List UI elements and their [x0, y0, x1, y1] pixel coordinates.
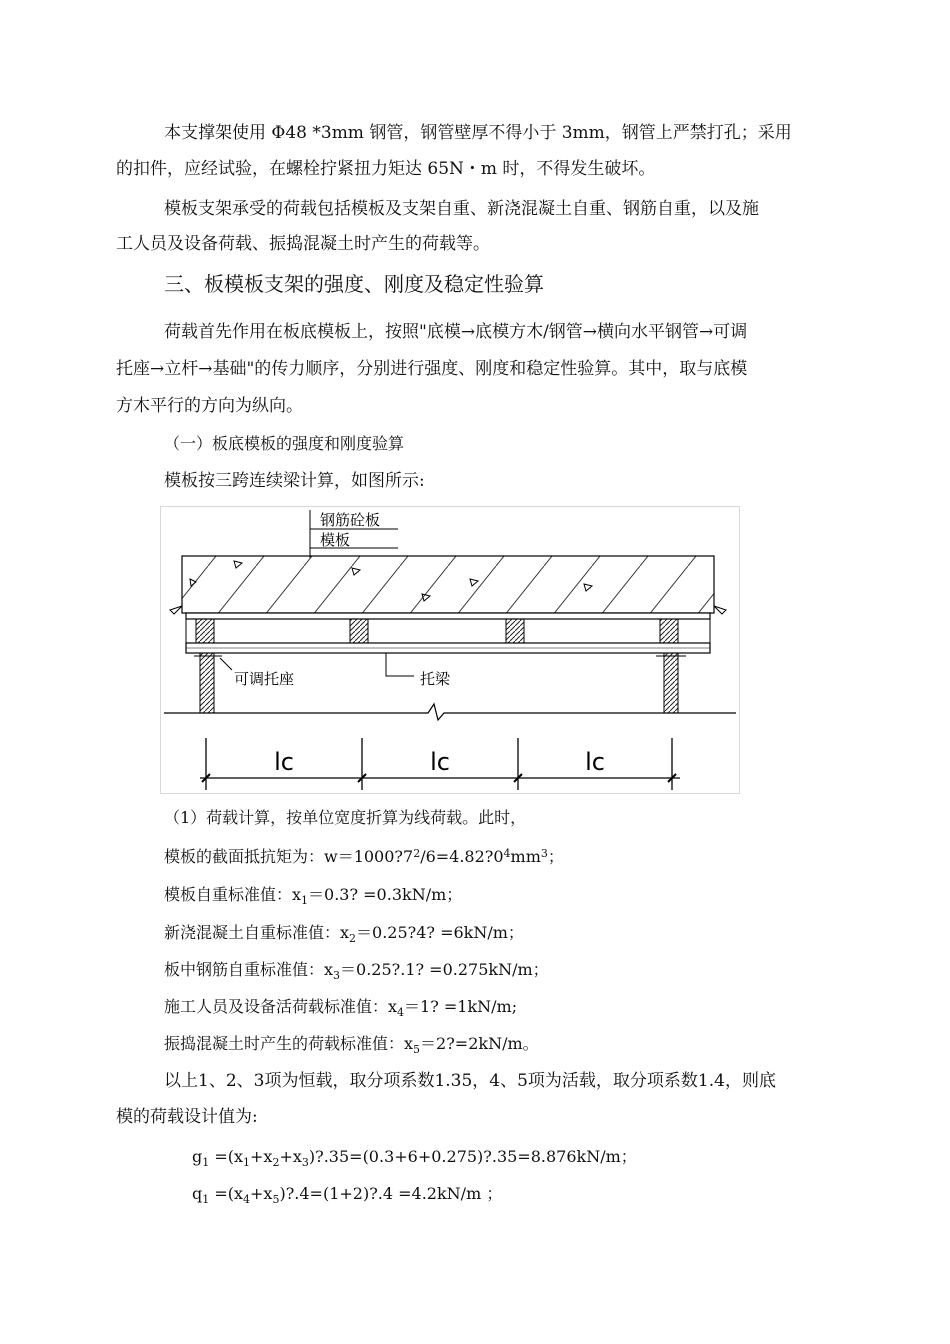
para3-line1: 荷载首先作用在板底模板上，按照"底模→底模方木/钢管→横向水平钢管→可调 — [164, 322, 748, 342]
continuous-beam-diagram — [160, 506, 740, 794]
span-label-2: lc — [430, 748, 450, 776]
load-x5: 振捣混凝土时产生的荷载标准值：$x_5=2?=2kN/m$。 — [164, 1034, 539, 1056]
span-label-3: lc — [585, 748, 605, 776]
factor-line2: 模的荷载设计值为: — [116, 1107, 258, 1127]
factor-line1: 以上1、2、3项为恒载，取分项系数1.35，4、5项为活载，取分项系数1.4，则底 — [164, 1071, 776, 1091]
label-slab: 钢筋砼板 — [320, 511, 381, 529]
design-load-q1: $q_1$ $=(x_4+x_5)?.4=(1+2)?.4 =4.2kN/m$ ； — [192, 1184, 503, 1206]
para3-line3: 方木平行的方向为纵向。 — [116, 396, 303, 416]
support-right — [664, 653, 678, 713]
para2-line2: 工人员及设备荷载、振捣混凝土时产生的荷载等。 — [116, 234, 490, 254]
load-x1: 模板自重标准值：$x_1=0.3$? =0.3kN/m； — [164, 885, 463, 907]
ground-line — [164, 704, 736, 720]
load-x2: 新浇混凝土自重标准值：$x_2=0.25?4$? =6kN/m； — [164, 923, 524, 945]
para1-line2: 的扣件，应经试验，在螺栓拧紧扭力矩达 65N・m 时，不得发生破坏。 — [116, 159, 656, 179]
leader-beam — [386, 653, 414, 676]
formwork-plate — [186, 613, 710, 619]
section-modulus: 模板的截面抵抗矩为：$w=1000?7^2/6=4.82?0^4mm^3$； — [164, 847, 564, 866]
para3-line2: 托座→立杆→基础"的传力顺序，分别进行强度、刚度和稳定性验算。其中，取与底模 — [116, 359, 748, 379]
diagram-svg — [160, 506, 740, 794]
section-heading: 三、板模板支架的强度、刚度及稳定性验算 — [164, 272, 544, 296]
figure-caption: 模板按三跨连续梁计算，如图所示: — [164, 471, 425, 491]
timber-2 — [350, 619, 368, 643]
para2-line1: 模板支架承受的荷载包括模板及支架自重、新浇混凝土自重、钢筋自重，以及施 — [164, 199, 759, 219]
label-formwork: 模板 — [320, 531, 351, 549]
load-x3: 板中钢筋自重标准值：$x_3=0.25?.1$? =0.275kN/m； — [164, 960, 549, 982]
span-label-1: lc — [274, 748, 294, 776]
timber-4 — [660, 619, 678, 643]
para1-line1: 本支撑架使用 Φ48 *3mm 钢管，钢管壁厚不得小于 3mm，钢管上严禁打孔；采用 — [164, 123, 792, 143]
concrete-slab — [182, 556, 714, 613]
break-left — [170, 606, 182, 614]
label-beam: 托梁 — [420, 670, 451, 688]
timber-3 — [506, 619, 524, 643]
label-support: 可调托座 — [234, 670, 295, 688]
load-x4: 施工人员及设备活荷载标准值：$x_4=1$? =1kN/m; — [164, 997, 518, 1019]
leader-support — [220, 658, 232, 670]
break-right — [714, 606, 726, 614]
support-left — [200, 653, 214, 713]
timber-1 — [196, 619, 214, 643]
sub-heading: （一）板底模板的强度和刚度验算 — [164, 434, 405, 453]
calc-intro: （1）荷载计算，按单位宽度折算为线荷载。此时， — [164, 808, 527, 827]
design-load-g1: $g_1$ $=(x_1+x_2+x_3)?.35=(0.3+6+0.275)?.35=8.876kN/m$； — [192, 1147, 637, 1169]
